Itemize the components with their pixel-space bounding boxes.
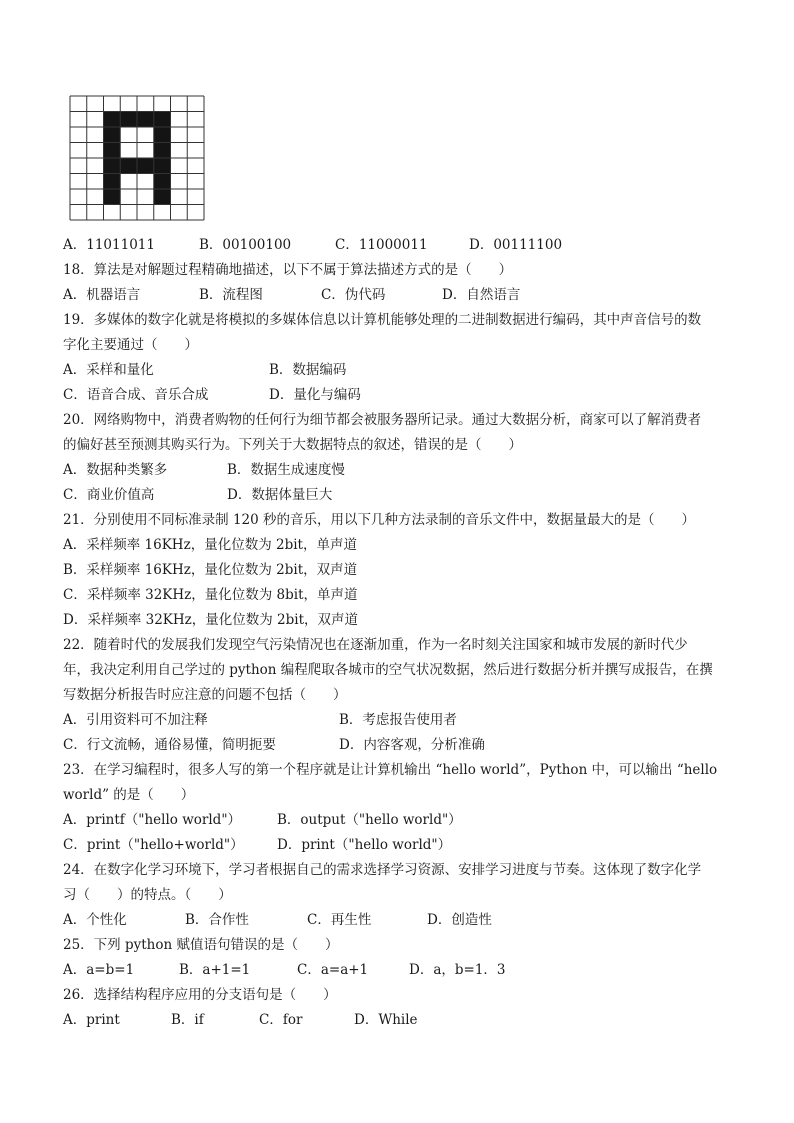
grid-cell (120, 205, 137, 221)
q23-option-b: B．output（"hello world"） (277, 812, 462, 828)
q18-stem: 18．算法是对解题过程精确地描述，以下不属于算法描述方式的是（ ） (63, 262, 513, 278)
q21-option-a: A．采样频率 16KHz，量化位数为 2bit，单声道 (63, 537, 357, 553)
grid-cell (137, 112, 154, 128)
q26-stem: 26．选择结构程序应用的分支语句是（ ） (63, 987, 337, 1003)
q22-stem-line2: 年，我决定利用自己学过的 python 编程爬取各城市的空气状况数据，然后进行数据分析并撰写成报告，在撰 (63, 662, 713, 678)
q23-option-d: D．print（"hello world"） (277, 837, 452, 853)
q17-option-d: D．00111100 (469, 237, 563, 253)
q22-option-a: A．引用资料可不加注释 (63, 712, 208, 728)
q19-option-a: A．采样和量化 (63, 362, 154, 378)
grid-cell (171, 96, 188, 112)
grid-cell (154, 174, 171, 190)
grid-cell (171, 189, 188, 205)
grid-cell (154, 112, 171, 128)
q24-stem-line2: 习（ ）的特点。（ ） (63, 887, 232, 903)
q26-option-d: D．While (354, 1012, 418, 1028)
grid-cell (120, 112, 137, 128)
grid-cell (87, 158, 104, 174)
q19-option-c: C．语音合成、音乐合成 (63, 387, 209, 403)
grid-cell (171, 174, 188, 190)
q20-stem-line1: 20．网络购物中，消费者购物的任何行为细节都会被服务器所记录。通过大数据分析，商家可以了解消费者 (63, 412, 702, 428)
q26-option-a: A．print (63, 1012, 120, 1028)
grid-cell (87, 143, 104, 159)
grid-cell (70, 158, 87, 174)
q26-option-b: B．if (171, 1012, 204, 1028)
grid-cell (187, 112, 204, 128)
q18-option-a: A．机器语言 (63, 287, 141, 303)
grid-cell (171, 205, 188, 221)
q25-option-c: C．a=a+1 (297, 962, 369, 978)
grid-cell (154, 205, 171, 221)
q25-option-d: D．a，b=1．3 (409, 962, 506, 978)
grid-cell (120, 127, 137, 143)
q22-option-b: B．考虑报告使用者 (339, 712, 457, 728)
grid-cell (70, 112, 87, 128)
q24-option-c: C．再生性 (307, 912, 372, 928)
q21-option-c: C．采样频率 32KHz，量化位数为 8bit，单声道 (63, 587, 358, 603)
grid-cell (171, 112, 188, 128)
grid-cell (70, 127, 87, 143)
grid-cell (104, 158, 121, 174)
grid-cell (120, 96, 137, 112)
grid-cell (187, 127, 204, 143)
grid-cell (171, 143, 188, 159)
q20-option-b: B．数据生成速度慢 (227, 462, 345, 478)
grid-cell (104, 112, 121, 128)
q17-option-c: C．11000011 (335, 237, 428, 253)
q23-option-a: A．printf（"hello world"） (63, 812, 242, 828)
q17-option-b: B．00100100 (199, 237, 292, 253)
grid-cell (104, 143, 121, 159)
grid-cell (137, 158, 154, 174)
grid-cell (137, 143, 154, 159)
grid-cell (87, 205, 104, 221)
grid-cell (187, 205, 204, 221)
q21-stem: 21．分别使用不同标准录制 120 秒的音乐，用以下几种方法录制的音乐文件中，数据量最大的是（ ） (63, 512, 696, 528)
q26-option-c: C．for (259, 1012, 303, 1028)
letter-a-grid-figure (69, 95, 205, 221)
grid-cell (137, 189, 154, 205)
grid-cell (87, 174, 104, 190)
grid-cell (87, 127, 104, 143)
grid-cell (137, 174, 154, 190)
grid-cell (187, 189, 204, 205)
q24-option-a: A．个性化 (63, 912, 127, 928)
q20-stem-line2: 的偏好甚至预测其购买行为。下列关于大数据特点的叙述，错误的是（ ） (63, 437, 522, 453)
grid-cell (187, 158, 204, 174)
q25-option-b: B．a+1=1 (179, 962, 251, 978)
q19-option-d: D．量化与编码 (269, 387, 361, 403)
grid-cell (70, 143, 87, 159)
grid-cell (70, 96, 87, 112)
grid-cell (171, 158, 188, 174)
q22-stem-line3: 写数据分析报告时应注意的问题不包括（ ） (63, 687, 347, 703)
grid-cell (87, 112, 104, 128)
grid-cell (70, 189, 87, 205)
q23-stem-line1: 23．在学习编程时，很多人写的第一个程序就是让计算机输出 “hello world”，Python 中，可以输出 “hello (63, 762, 718, 778)
q24-stem-line1: 24．在数字化学习环境下，学习者根据自己的需求选择学习资源、安排学习进度与节奏。这体现了数字化学 (63, 862, 702, 878)
grid-cell (120, 158, 137, 174)
q21-option-b: B．采样频率 16KHz，量化位数为 2bit，双声道 (63, 562, 358, 578)
grid-cell (104, 127, 121, 143)
grid-cell (137, 205, 154, 221)
q18-option-c: C．伪代码 (321, 287, 386, 303)
q20-option-a: A．数据种类繁多 (63, 462, 168, 478)
grid-cell (87, 96, 104, 112)
grid-cell (104, 96, 121, 112)
q25-stem: 25．下列 python 赋值语句错误的是（ ） (63, 937, 339, 953)
q19-stem-line2: 字化主要通过（ ） (63, 337, 198, 353)
q22-option-d: D．内容客观，分析准确 (339, 737, 485, 753)
grid-cell (104, 174, 121, 190)
q20-option-c: C．商业价值高 (63, 487, 155, 503)
q25-option-a: A．a=b=1 (63, 962, 135, 978)
grid-cell (120, 143, 137, 159)
grid-cell (87, 189, 104, 205)
q22-stem-line1: 22．随着时代的发展我们发现空气污染情况也在逐渐加重，作为一名时刻关注国家和城市发展的新时代少 (63, 637, 688, 653)
q18-option-b: B．流程图 (199, 287, 263, 303)
grid-cell (154, 96, 171, 112)
q23-option-c: C．print（"hello+world"） (63, 837, 244, 853)
q20-option-d: D．数据体量巨大 (227, 487, 333, 503)
q21-option-d: D．采样频率 32KHz，量化位数为 2bit，双声道 (63, 612, 359, 628)
grid-cell (104, 205, 121, 221)
grid-cell (154, 189, 171, 205)
grid-cell (120, 189, 137, 205)
grid-cell (70, 205, 87, 221)
q19-option-b: B．数据编码 (269, 362, 347, 378)
q22-option-c: C．行文流畅，通俗易懂，简明扼要 (63, 737, 276, 753)
grid-cell (171, 127, 188, 143)
q24-option-d: D．创造性 (427, 912, 492, 928)
grid-cell (187, 143, 204, 159)
grid-cell (154, 158, 171, 174)
q24-option-b: B．合作性 (185, 912, 249, 928)
q19-stem-line1: 19．多媒体的数字化就是将模拟的多媒体信息以计算机能够处理的二进制数据进行编码，其中声音信号的数 (63, 312, 702, 328)
grid-cell (187, 174, 204, 190)
grid-cell (104, 189, 121, 205)
grid-cell (154, 143, 171, 159)
grid-cell (187, 96, 204, 112)
q23-stem-line2: world” 的是（ ） (63, 787, 195, 803)
grid-cell (137, 96, 154, 112)
q17-option-a: A．11011011 (63, 237, 155, 253)
grid-cell (137, 127, 154, 143)
q18-option-d: D．自然语言 (442, 287, 521, 303)
grid-cell (70, 174, 87, 190)
grid-cell (154, 127, 171, 143)
grid-cell (120, 174, 137, 190)
